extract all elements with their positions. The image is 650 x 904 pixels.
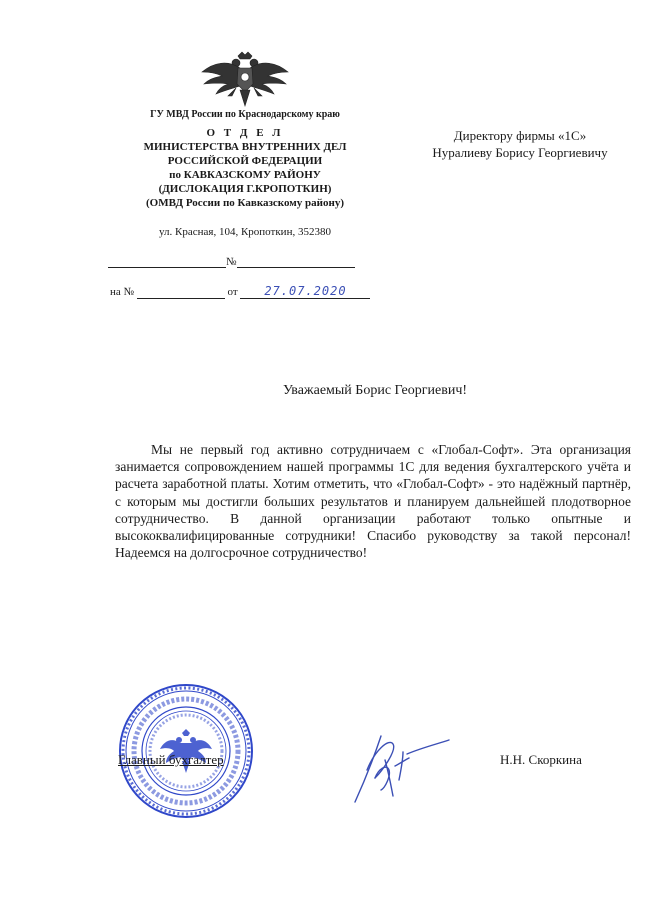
handwritten-signature-icon	[345, 730, 455, 810]
dept-line-4: по КАВКАЗСКОМУ РАЙОНУ	[169, 169, 321, 181]
addressee-block	[405, 127, 635, 161]
agency-line: ГУ МВД России по Краснодарскому краю	[150, 109, 340, 120]
dept-line-6: (ОМВД России по Кавказскому району)	[146, 197, 344, 209]
dept-line-2: МИНИСТЕРСТВА ВНУТРЕННИХ ДЕЛ	[143, 141, 347, 153]
outgoing-number-blank	[237, 256, 355, 268]
department-header	[100, 108, 390, 210]
dept-address: ул. Красная, 104, Кропоткин, 352380	[159, 226, 331, 238]
addressee-line-1: Директору фирмы «1С»	[453, 128, 587, 143]
dept-line-1: О Т Д Е Л	[206, 127, 284, 139]
handwritten-date: 27.07.2020	[240, 284, 370, 299]
addressee-line-2: Нуралиеву Борису Георгиевичу	[432, 145, 608, 160]
ref-number-blank	[137, 287, 225, 299]
salutation: Уважаемый Борис Георгиевич!	[282, 383, 468, 398]
signer-role: Главный бухгалтер	[118, 752, 224, 767]
signer-name: Н.Н. Скоркина	[500, 752, 582, 767]
reference-line	[110, 284, 370, 299]
dept-line-5: (ДИСЛОКАЦИЯ Г.КРОПОТКИН)	[158, 183, 332, 195]
outgoing-number-line	[108, 256, 355, 268]
ref-prefix: на №	[110, 286, 135, 298]
date-prefix: от	[227, 286, 238, 298]
number-sign: №	[226, 256, 237, 268]
outgoing-date-blank	[108, 256, 226, 268]
dept-line-3: РОССИЙСКОЙ ФЕДЕРАЦИИ	[167, 155, 323, 167]
letter-body: Мы не первый год активно сотрудничаем с «Глобал-Софт». Эта организация занимается сопровождением нашей программы 1С для ведения бухгалтерского учёта и расчета заработной платы. Хотим отметить, что «Глобал-Софт» - это надёжный партнёр, с которым мы достигли больших результатов и планируем дальнейшей плодотворное сотрудничество. В данной организации работают только опытные и высококвалифицированные сотрудники! Спасибо руководству за такой персонал! Надеемся на долгосрочное сотрудничество!	[115, 442, 631, 561]
eagle-emblem-icon	[198, 50, 292, 108]
official-seal-icon	[118, 683, 254, 819]
